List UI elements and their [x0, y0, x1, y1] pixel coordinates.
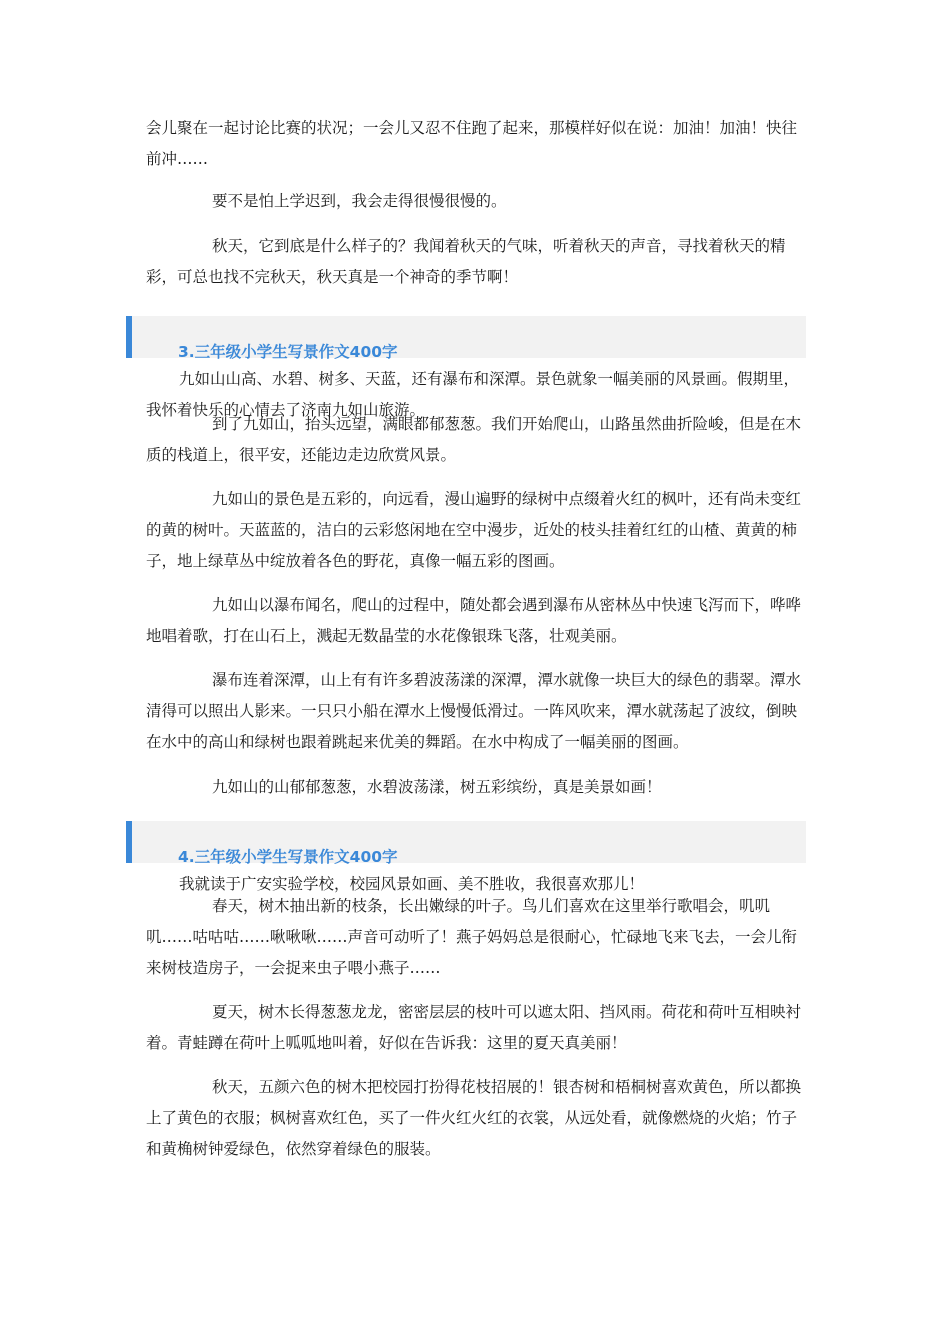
paragraph: 会儿聚在一起讨论比赛的状况；一会儿又忍不住跑了起来，那模样好似在说：加油！加油！快往前冲……	[146, 119, 798, 168]
paragraph: 到了九如山，抬头远望，满眼都郁葱葱。我们开始爬山，山路虽然曲折险峻，但是在木质的栈道上，很平安，还能边走边欣赏风景。	[146, 415, 802, 464]
section-title: 4.三年级小学生写景作文400字	[178, 848, 398, 866]
paragraph: 秋天，五颜六色的树木把校园打扮得花枝招展的！银杏树和梧桐树喜欢黄色，所以都换上了黄色的衣服；枫树喜欢红色，买了一件火红火红的衣裳，从远处看，就像燃烧的火焰；竹子和黄桷树钟爱绿色，依然穿着绿色的服装。	[146, 1078, 802, 1158]
section-heading	[126, 316, 806, 361]
paragraph: 我就读于广安实验学校，校园风景如画、美不胜收，我很喜欢那儿！	[179, 875, 645, 893]
paragraph: 九如山的山郁郁葱葱，水碧波荡漾，树五彩缤纷，真是美景如画！	[212, 778, 662, 796]
paragraph: 九如山山高、水碧、树多、天蓝，还有瀑布和深潭。景色就象一幅美丽的风景画。假期里，我怀着快乐的心情去了济南九如山旅游。	[146, 370, 800, 419]
section-heading	[126, 821, 806, 866]
heading-accent-bar	[126, 316, 132, 358]
paragraph: 九如山的景色是五彩的，向远看，漫山遍野的绿树中点缀着火红的枫叶，还有尚未变红的黄的树叶。天蓝蓝的，洁白的云彩悠闲地在空中漫步，近处的枝头挂着红红的山楂、黄黄的柿子，地上绿草丛中绽放着各色的野花，真像一幅五彩的图画。	[146, 490, 802, 570]
paragraph: 九如山以瀑布闻名，爬山的过程中，随处都会遇到瀑布从密林丛中快速飞泻而下，哗哗地唱着歌，打在山石上，溅起无数晶莹的水花像银珠飞落，壮观美丽。	[146, 596, 802, 645]
section-title: 3.三年级小学生写景作文400字	[178, 343, 398, 361]
heading-accent-bar	[126, 821, 132, 863]
paragraph: 春天，树木抽出新的枝条，长出嫩绿的叶子。鸟儿们喜欢在这里举行歌唱会，叽叽叽……咕咕咕……啾啾啾……声音可动听了！燕子妈妈总是很耐心，忙碌地飞来飞去，一会儿衔来树枝造房子，一会捉来虫子喂小燕子……	[146, 897, 798, 977]
paragraph: 夏天，树木长得葱葱龙龙，密密层层的枝叶可以遮太阳、挡风雨。荷花和荷叶互相映衬着。青蛙蹲在荷叶上呱呱地叫着，好似在告诉我：这里的夏天真美丽！	[146, 1003, 802, 1052]
paragraph: 秋天，它到底是什么样子的？我闻着秋天的气味，听着秋天的声音，寻找着秋天的精彩，可总也找不完秋天，秋天真是一个神奇的季节啊！	[146, 237, 786, 286]
paragraph: 瀑布连着深潭，山上有有许多碧波荡漾的深潭，潭水就像一块巨大的绿色的翡翠。潭水清得可以照出人影来。一只只小船在潭水上慢慢低滑过。一阵风吹来，潭水就荡起了波纹，倒映在水中的高山和绿树也跟着跳起来优美的舞蹈。在水中构成了一幅美丽的图画。	[146, 671, 802, 751]
paragraph: 要不是怕上学迟到，我会走得很慢很慢的。	[212, 192, 507, 210]
